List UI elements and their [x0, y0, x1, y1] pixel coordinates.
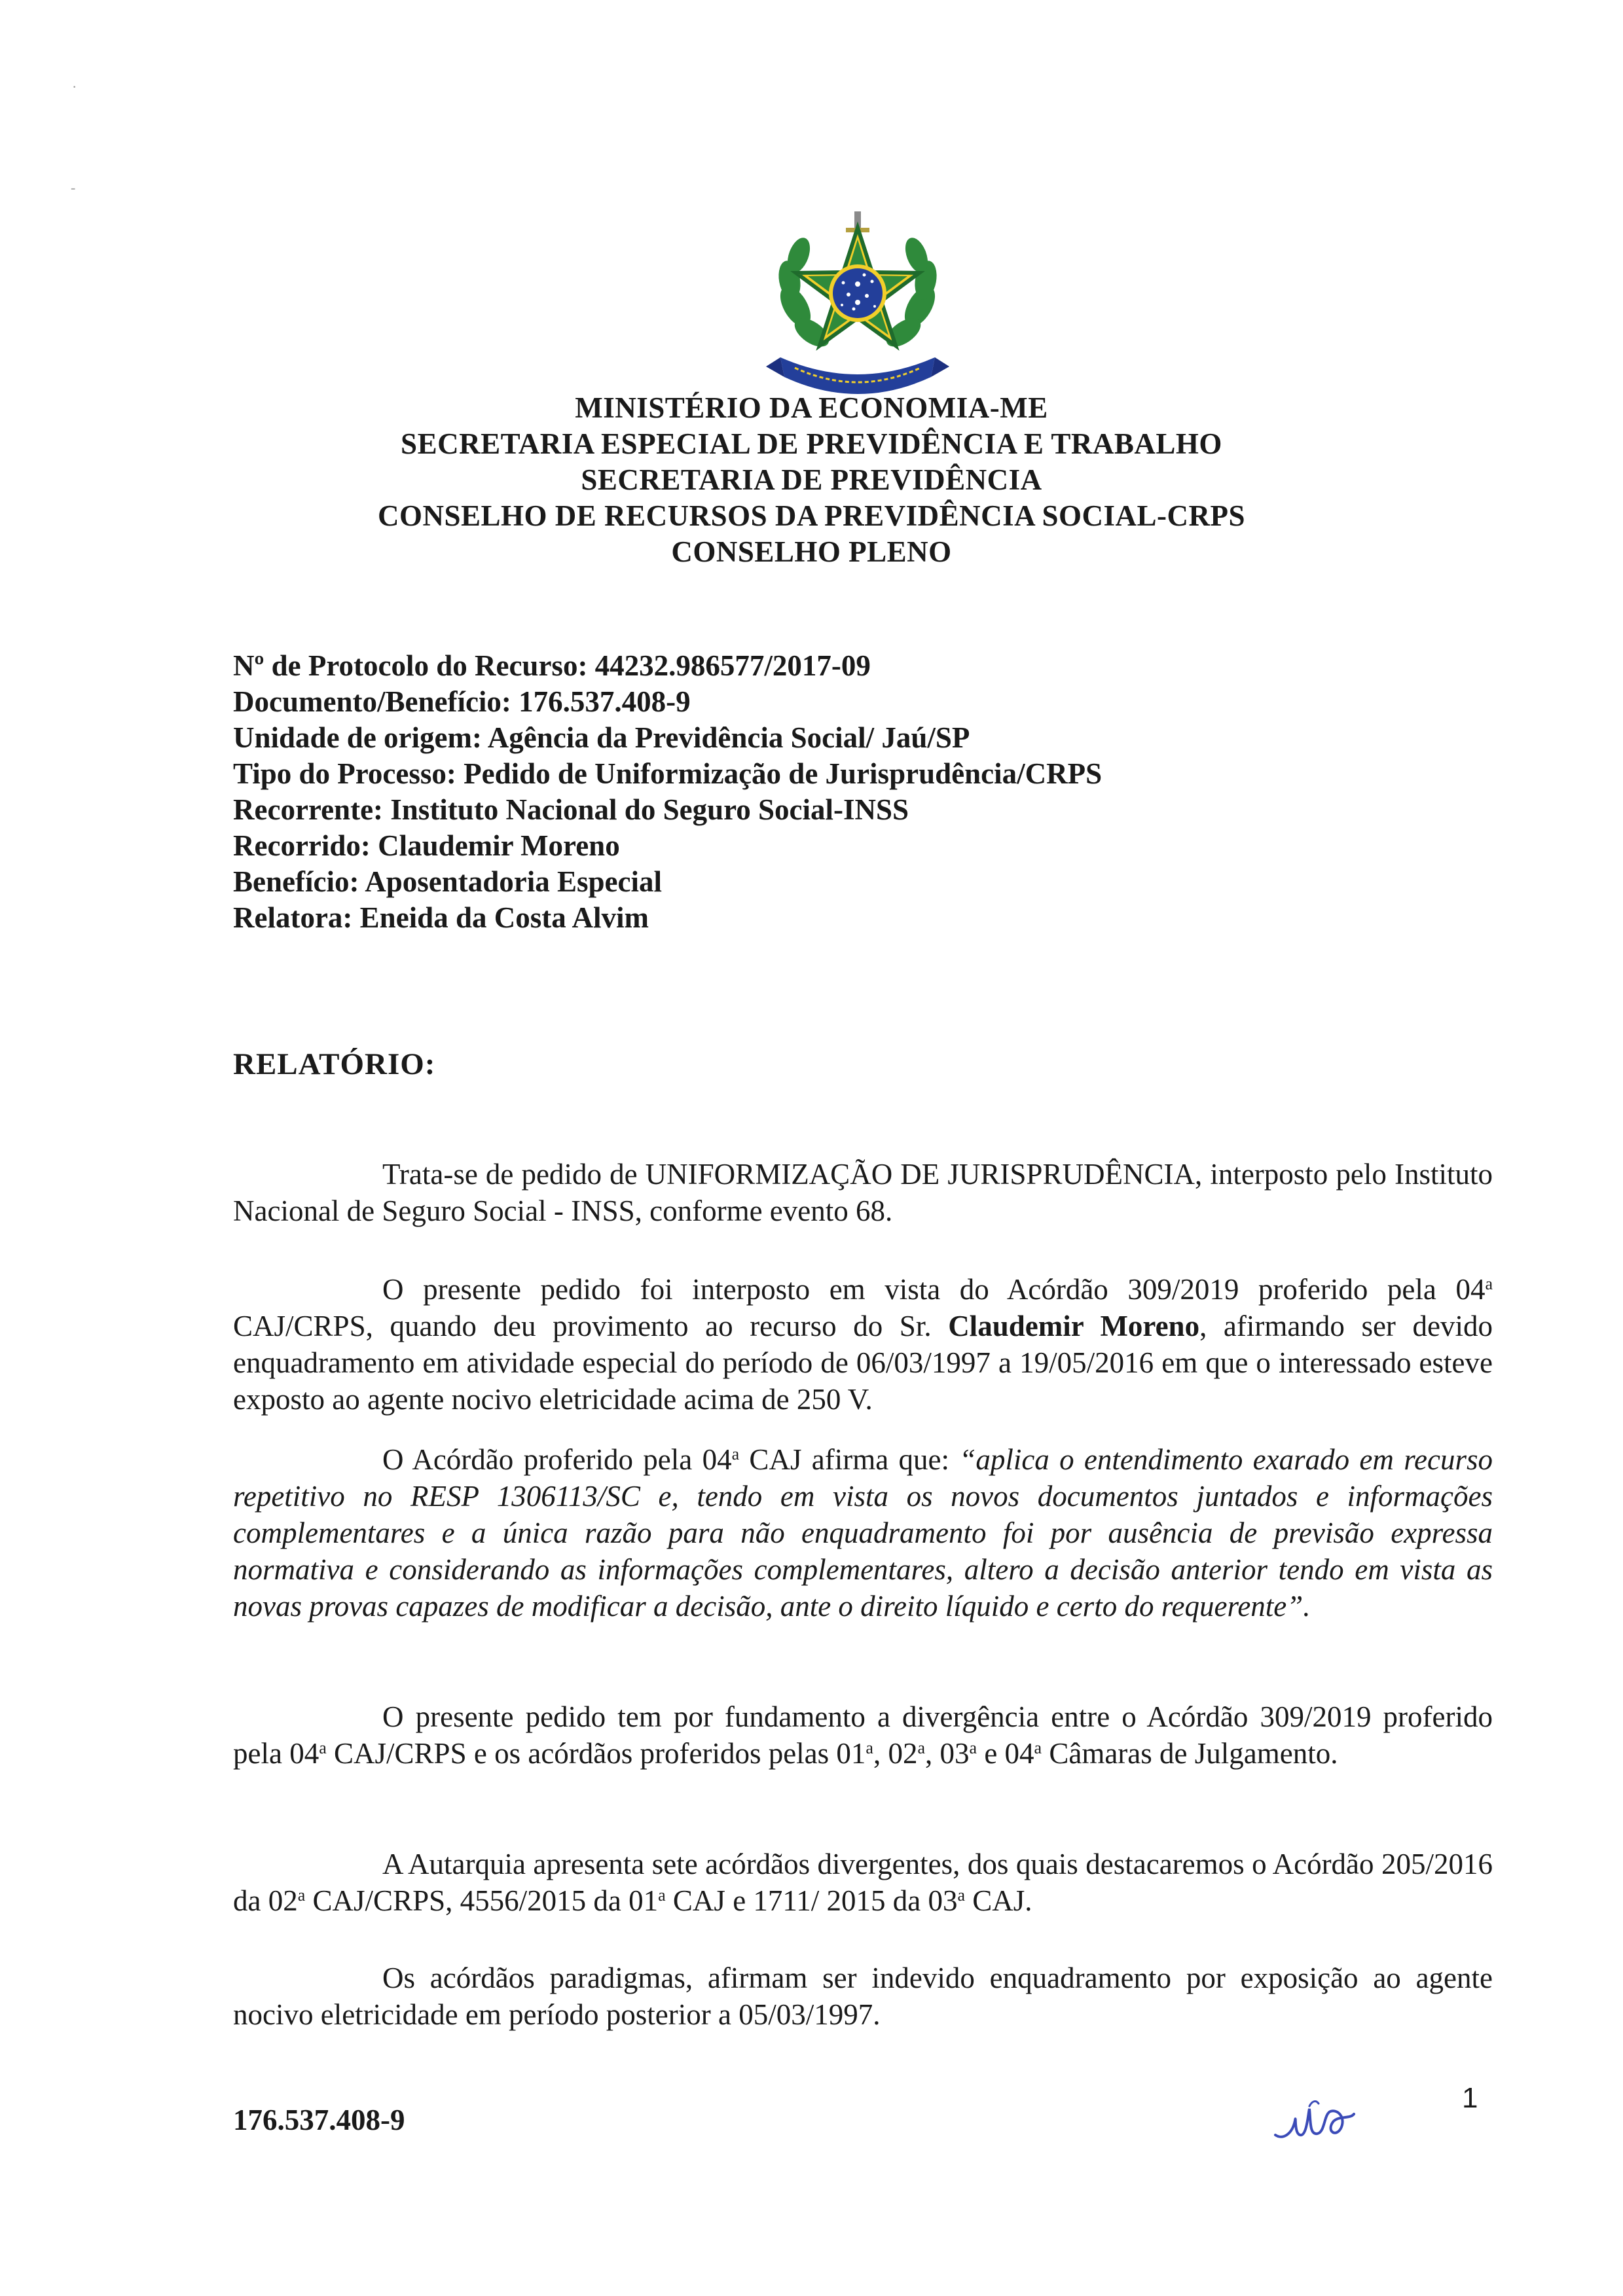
footer-document-number: 176.537.408-9 — [233, 2104, 405, 2136]
report-paragraph-6: Os acórdãos paradigmas, afirmam ser indevido enquadramento por exposição ao agente nocivo eletricidade em período posterior a 05/03/1997. — [233, 1962, 1493, 2031]
report-paragraph-5: A Autarquia apresenta sete acórdãos divergentes, dos quais destacaremos o Acórdão 205/2016 da 02$^a$ CAJ/CRPS, 4556/2015 da 01$^a$ CAJ e 1711/ 2015 da 03$^a$ CAJ. — [233, 1848, 1493, 1917]
brazil-coat-of-arms-icon — [759, 208, 956, 398]
case-rapporteur: Relatora: Eneida da Costa Alvim — [233, 901, 649, 934]
case-appellant: Recorrente: Instituto Nacional do Seguro Social-INSS — [233, 793, 909, 826]
header-secretariat: SECRETARIA DE PREVIDÊNCIA — [581, 463, 1042, 496]
header-special-secretariat: SECRETARIA ESPECIAL DE PREVIDÊNCIA E TRABALHO — [401, 427, 1222, 460]
case-document: Documento/Benefício: 176.537.408-9 — [233, 685, 691, 718]
case-origin-unit: Unidade de origem: Agência da Previdência Social/ Jaú/SP — [233, 721, 970, 754]
decision-quote: “aplica o entendimento exarado em recurso repetitivo no RESP 1306113/SC e, tendo em vista os novos documentos juntados e informações complementares e a única razão para não enquadramento foi por ausência de previsão expressa normativa e considerando as informações complementares, altero a decisão anterior tendo em vista as novas provas capazes de modificar a decisão, ante o direito líquido e certo do requerente”. — [233, 1443, 1493, 1623]
header-ministry: MINISTÉRIO DA ECONOMIA-ME — [575, 391, 1048, 424]
handwritten-initials-icon — [1270, 2094, 1375, 2153]
scan-speck: - — [71, 179, 76, 196]
case-benefit: Benefício: Aposentadoria Especial — [233, 865, 662, 898]
case-process-type: Tipo do Processo: Pedido de Uniformização de Jurisprudência/CRPS — [233, 757, 1103, 790]
page-number: 1 — [1462, 2082, 1478, 2114]
appellee-name: Claudemir Moreno — [948, 1310, 1200, 1342]
case-appellee: Recorrido: Claudemir Moreno — [233, 829, 620, 862]
report-paragraph-2: O presente pedido foi interposto em vista do Acórdão 309/2019 proferido pela 04$^a$ CAJ/CRPS, quando deu provimento ao recurso do Sr. Claudemir Moreno, afirmando ser devido enquadramento em atividade especial do período de 06/03/1997 a 19/05/2016 em que o interessado esteve exposto ao agente nocivo eletricidade acima de 250 V. — [233, 1273, 1493, 1416]
case-protocol: Nº de Protocolo do Recurso: 44232.986577/2017-09 — [233, 649, 871, 682]
report-paragraph-4: O presente pedido tem por fundamento a divergência entre o Acórdão 309/2019 proferido pela 04$^a$ CAJ/CRPS e os acórdãos proferidos pelas 01$^a$, 02$^a$, 03$^a$ e 04$^a$ Câmaras de Julgamento. — [233, 1700, 1493, 1770]
header-council: CONSELHO DE RECURSOS DA PREVIDÊNCIA SOCIAL-CRPS — [378, 499, 1245, 532]
report-paragraph-1: Trata-se de pedido de UNIFORMIZAÇÃO DE JURISPRUDÊNCIA, interposto pelo Instituto Nacional de Seguro Social - INSS, conforme evento 68. — [233, 1158, 1493, 1227]
header-plenary: CONSELHO PLENO — [671, 535, 952, 568]
scan-speck: · — [72, 79, 77, 95]
report-paragraph-3: O Acórdão proferido pela 04$^a$ CAJ afirma que: “aplica o entendimento exarado em recurso repetitivo no RESP 1306113/SC e, tendo em vista os novos documentos juntados e informações complementares e a única razão para não enquadramento foi por ausência de previsão expressa normativa e considerando as informações complementares, altero a decisão anterior tendo em vista as novas provas capazes de modificar a decisão, ante o direito líquido e certo do requerente”. — [233, 1443, 1493, 1623]
report-heading: RELATÓRIO: — [233, 1047, 436, 1081]
